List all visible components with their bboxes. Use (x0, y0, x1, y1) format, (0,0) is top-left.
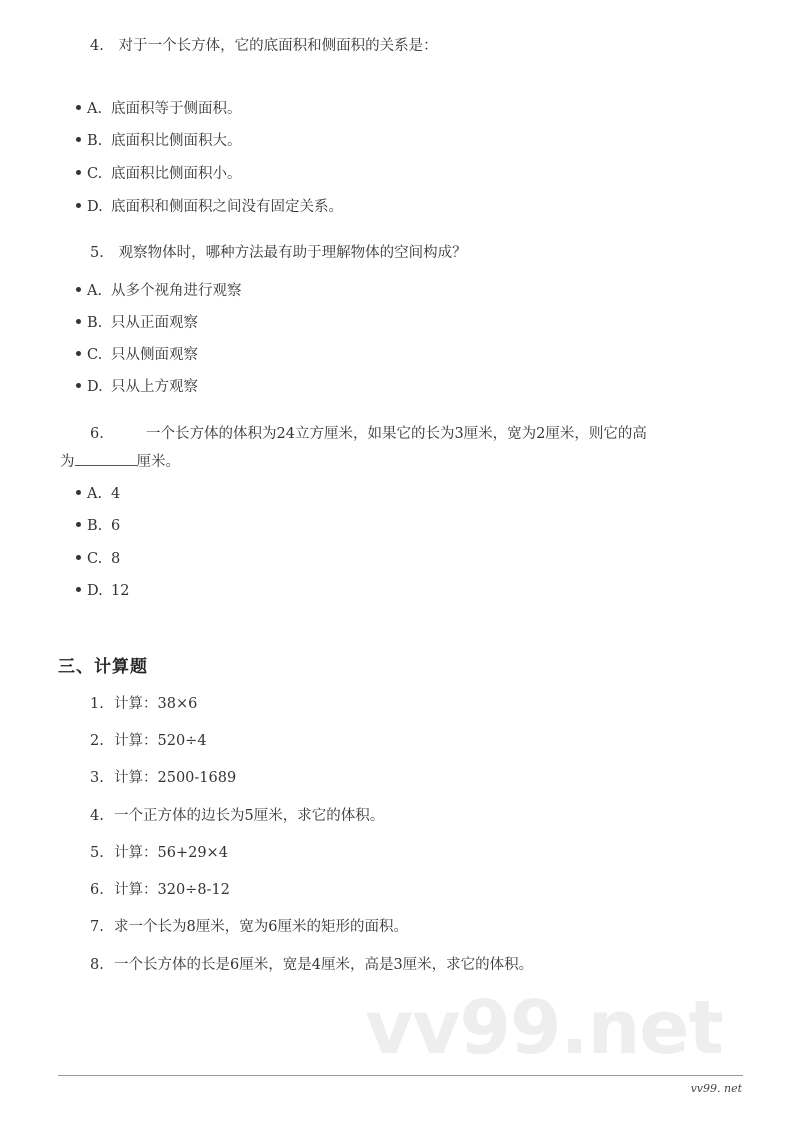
item-number: 1. (90, 696, 104, 712)
footer-site-label: vv99. net (690, 1082, 742, 1095)
question-6-line-1 (60, 420, 745, 448)
option-letter: B. (87, 133, 103, 149)
item-number: 8. (90, 957, 104, 973)
option-letter: B. (87, 315, 103, 331)
option-letter: A. (87, 486, 103, 502)
question-4-option-c (76, 164, 242, 184)
question-5-option-d (76, 377, 198, 397)
question-5-option-b (76, 313, 198, 333)
option-letter: D. (87, 583, 103, 599)
option-text: 底面积和侧面积之间没有固定关系。 (111, 199, 343, 215)
option-letter: B. (87, 518, 103, 534)
option-letter: C. (87, 347, 103, 363)
calc-item-6 (90, 880, 230, 900)
option-letter: A. (87, 283, 103, 299)
calc-item-8 (90, 955, 533, 975)
calc-item-7 (90, 917, 408, 937)
question-6-option-c (76, 549, 120, 569)
bullet-icon (76, 587, 81, 592)
bullet-icon (76, 137, 81, 142)
option-text: 只从侧面观察 (111, 347, 198, 363)
item-number: 6. (90, 882, 104, 898)
item-text: 求一个长为8厘米，宽为6厘米的矩形的面积。 (114, 919, 408, 935)
question-6-option-d (76, 581, 129, 601)
bullet-icon (76, 490, 81, 495)
option-text: 只从正面观察 (111, 315, 198, 331)
option-letter: D. (87, 379, 103, 395)
calc-item-3 (90, 768, 236, 788)
question-5-option-a (76, 281, 242, 301)
question-6-option-a (76, 484, 120, 504)
calc-item-5 (90, 843, 228, 863)
option-text: 12 (111, 583, 130, 599)
footer-divider (58, 1075, 743, 1076)
option-text: 6 (111, 518, 121, 534)
question-text-prefix: 为 (60, 454, 75, 470)
answer-blank (75, 451, 137, 466)
bullet-icon (76, 555, 81, 560)
bullet-icon (76, 319, 81, 324)
item-number: 4. (90, 808, 104, 824)
option-text: 底面积比侧面积大。 (111, 133, 242, 149)
option-text: 只从上方观察 (111, 379, 198, 395)
calc-item-2 (90, 731, 207, 751)
item-text: 计算：520÷4 (114, 733, 207, 749)
item-text: 计算：56+29×4 (114, 845, 228, 861)
calc-item-4 (90, 806, 384, 826)
question-6-stem (60, 420, 745, 476)
question-number: 6. (90, 426, 104, 442)
option-text: 底面积比侧面积小。 (111, 166, 242, 182)
item-number: 7. (90, 919, 104, 935)
option-letter: C. (87, 166, 103, 182)
question-5-option-c (76, 345, 198, 365)
question-number: 5. (90, 245, 104, 261)
bullet-icon (76, 203, 81, 208)
bullet-icon (76, 351, 81, 356)
calc-item-1 (90, 694, 197, 714)
question-number: 4. (90, 38, 104, 54)
item-text: 计算：2500-1689 (114, 770, 237, 786)
question-5-stem (90, 243, 467, 263)
question-4-option-d (76, 197, 343, 217)
option-letter: D. (87, 199, 103, 215)
question-text: 观察物体时，哪种方法最有助于理解物体的空间构成？ (118, 245, 467, 261)
question-4-option-a (76, 99, 242, 119)
question-text: 一个长方体的体积为24立方厘米，如果它的长为3厘米，宽为2厘米，则它的高 (146, 426, 647, 442)
item-text: 计算：320÷8-12 (114, 882, 230, 898)
question-4-option-b (76, 131, 242, 151)
question-text-suffix: 厘米。 (136, 454, 180, 470)
question-6-option-b (76, 516, 120, 536)
item-text: 计算：38×6 (114, 696, 198, 712)
option-text: 4 (111, 486, 121, 502)
item-number: 5. (90, 845, 104, 861)
option-text: 从多个视角进行观察 (111, 283, 242, 299)
section-title: 三、计算题 (58, 657, 148, 677)
option-text: 8 (111, 551, 121, 567)
option-letter: A. (87, 101, 103, 117)
item-number: 3. (90, 770, 104, 786)
question-4-stem (90, 36, 438, 56)
watermark: vv99.net (365, 985, 723, 1071)
option-text: 底面积等于侧面积。 (111, 101, 242, 117)
option-letter: C. (87, 551, 103, 567)
bullet-icon (76, 383, 81, 388)
question-6-line-2 (60, 448, 745, 476)
question-text: 对于一个长方体，它的底面积和侧面积的关系是： (118, 38, 438, 54)
bullet-icon (76, 105, 81, 110)
bullet-icon (76, 287, 81, 292)
bullet-icon (76, 522, 81, 527)
item-number: 2. (90, 733, 104, 749)
bullet-icon (76, 170, 81, 175)
item-text: 一个长方体的长是6厘米，宽是4厘米，高是3厘米，求它的体积。 (114, 957, 534, 973)
item-text: 一个正方体的边长为5厘米，求它的体积。 (114, 808, 385, 824)
